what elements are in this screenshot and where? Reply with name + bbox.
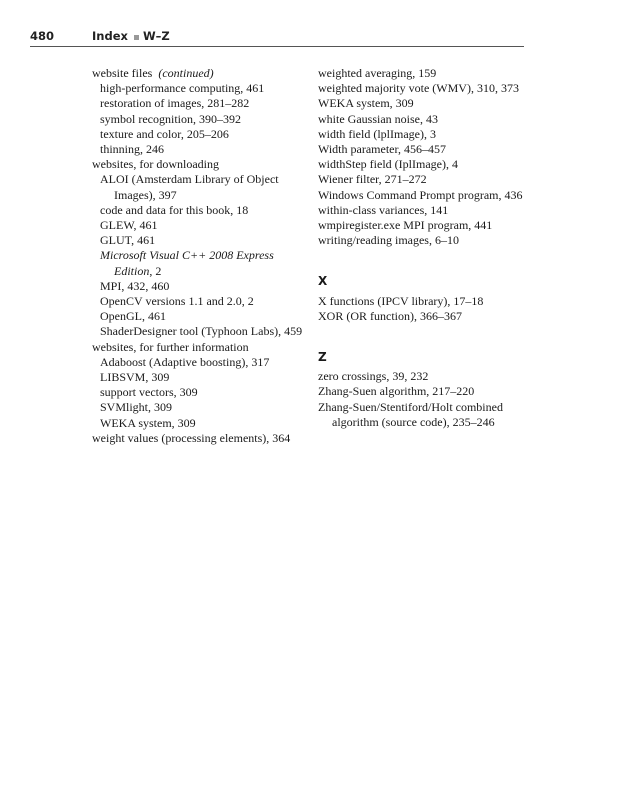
index-column-right — [318, 66, 530, 430]
index-subentry: MPI, 432, 460 — [100, 278, 170, 293]
index-entry-main: widthStep field (IplImage), 4 — [318, 157, 458, 172]
running-header — [30, 28, 524, 47]
index-entry-main: weighted averaging, 159 — [318, 66, 437, 80]
index-entry-main: weight values (processing elements), 364 — [92, 430, 291, 445]
section-letter-x: X — [318, 274, 328, 289]
index-entry-main: white Gaussian noise, 43 — [318, 111, 438, 126]
index-subentry: OpenGL, 461 — [100, 309, 166, 324]
entry-text-italic: Microsoft Visual C++ 2008 Express Edition — [100, 248, 274, 278]
index-subentry: OpenCV versions 1.1 and 2.0, 2 — [100, 294, 254, 309]
index-column-left — [92, 66, 312, 446]
index-subentry: WEKA system, 309 — [100, 415, 196, 430]
index-subentry: thinning, 246 — [100, 142, 165, 157]
index-entry-main: websites, for downloading — [92, 157, 219, 172]
index-entry-main: width field (lplImage), 3 — [318, 126, 436, 141]
index-subentry: symbol recognition, 390–392 — [100, 111, 241, 126]
index-entry-main: Width parameter, 456–457 — [318, 142, 446, 157]
index-entry-main: zero crossings, 39, 232 — [318, 369, 429, 384]
section-title: Index — [92, 29, 128, 43]
index-entry-main: Windows Command Prompt program, 436 — [318, 187, 523, 202]
index-entry-main: X functions (IPCV library), 17–18 — [318, 293, 484, 308]
index-entry-main: wmpiregister.exe MPI program, 441 — [318, 218, 493, 233]
entry-page: , 2 — [149, 263, 162, 278]
index-subentry — [100, 248, 312, 278]
index-subentry: texture and color, 205–206 — [100, 126, 229, 141]
index-subentry: SVMlight, 309 — [100, 400, 173, 415]
index-entry-main: writing/reading images, 6–10 — [318, 233, 459, 248]
index-entry-main: weighted majority vote (WMV), 310, 373 — [318, 81, 519, 96]
index-subentry: code and data for this book, 18 — [100, 202, 249, 217]
index-subentry: GLUT, 461 — [100, 233, 156, 248]
index-entry-main: WEKA system, 309 — [318, 96, 414, 111]
index-entry-main: within-class variances, 141 — [318, 202, 449, 217]
index-subentry: ShaderDesigner tool (Typhoon Labs), 459 — [100, 324, 303, 339]
index-subentry: Adaboost (Adaptive boosting), 317 — [100, 354, 270, 369]
section-letter-z: Z — [318, 350, 327, 365]
index-entry-main: XOR (OR function), 366–367 — [318, 308, 462, 323]
index-entry-main: Zhang-Suen/Stentiford/Holt combined algorithm (source code), 235–246 — [318, 399, 503, 429]
index-subentry: GLEW, 461 — [100, 218, 158, 233]
index-subentry: LIBSVM, 309 — [100, 370, 170, 385]
page-number: 480 — [30, 29, 55, 43]
entry-text: website files — [92, 66, 153, 80]
continued-label: (continued) — [158, 66, 214, 80]
header-separator-square — [134, 35, 139, 40]
index-entry-main: websites, for further information — [92, 339, 249, 354]
index-subentry: high-performance computing, 461 — [100, 81, 265, 96]
index-subentry: ALOI (Amsterdam Library of Object Images), 397 — [100, 172, 279, 202]
index-subentry: support vectors, 309 — [100, 385, 198, 400]
index-entry-main — [92, 66, 312, 81]
letter-range: W–Z — [143, 29, 170, 43]
index-subentry: restoration of images, 281–282 — [100, 96, 250, 111]
index-entry-main: Zhang-Suen algorithm, 217–220 — [318, 384, 475, 399]
index-entry-main: Wiener filter, 271–272 — [318, 172, 427, 187]
